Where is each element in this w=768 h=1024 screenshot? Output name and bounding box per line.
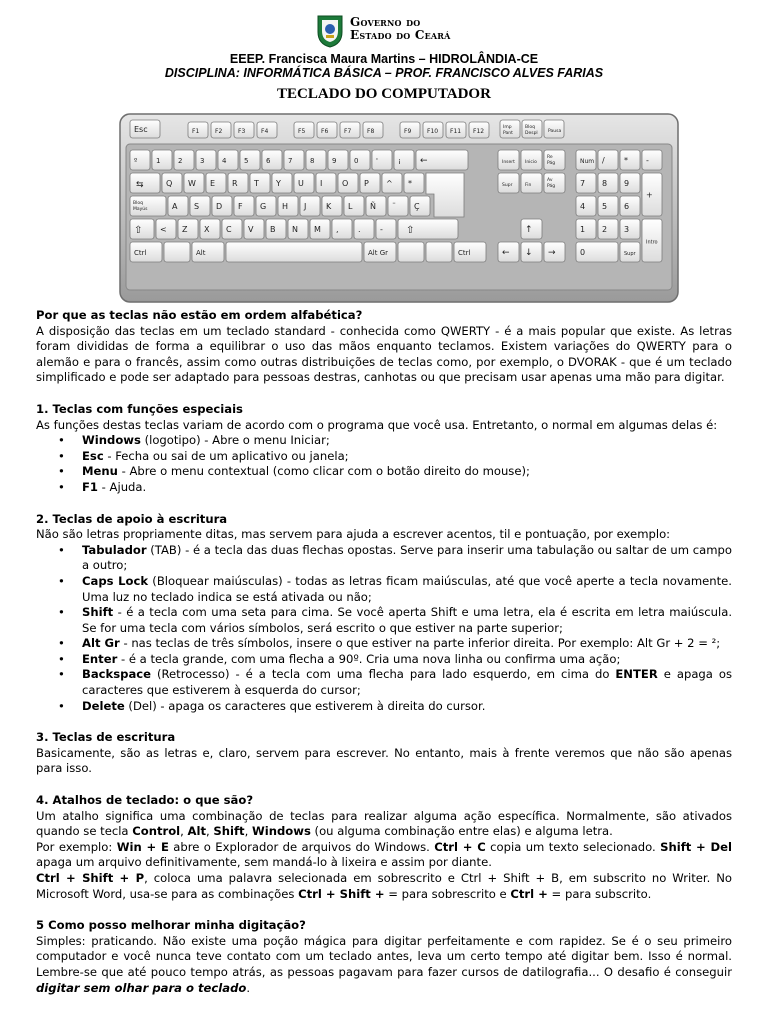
svg-text:F2: F2 (215, 128, 223, 135)
svg-text:<: < (160, 225, 167, 234)
svg-text:E: E (210, 179, 216, 188)
key-sys-0 (500, 120, 520, 138)
section-heading: 5 Como posso melhorar minha digitação? (36, 918, 306, 933)
svg-text:0: 0 (580, 248, 586, 257)
key-row4-3 (222, 219, 242, 239)
section-gap (36, 496, 732, 512)
key-num-3 (620, 219, 640, 239)
svg-text:1: 1 (580, 225, 586, 234)
section-heading: 4. Atalhos de teclado: o que são? (36, 793, 254, 808)
svg-text:-: - (646, 156, 649, 165)
svg-text:7: 7 (580, 179, 586, 188)
key-row3-9 (366, 196, 386, 216)
key-f4 (257, 122, 277, 138)
key-row1-6 (262, 150, 282, 170)
svg-text:Fin: Fin (525, 183, 532, 188)
key-row3-6 (300, 196, 320, 216)
svg-text:¨: ¨ (392, 202, 396, 211)
bullet-list (36, 543, 732, 715)
svg-text:X: X (204, 225, 210, 234)
key-row4-10 (376, 219, 396, 239)
keyboard-illustration (118, 112, 680, 304)
svg-text:N: N (292, 225, 298, 234)
svg-text:5: 5 (244, 157, 249, 165)
svg-text:/: / (602, 156, 605, 165)
key-backspace (416, 150, 468, 170)
svg-text:F12: F12 (473, 128, 485, 135)
svg-text:⇧: ⇧ (134, 225, 143, 236)
key-win-left (164, 242, 190, 262)
key-arrow-right (544, 242, 565, 262)
key-row1-1 (152, 150, 172, 170)
section-heading: 2. Teclas de apoio à escritura (36, 511, 228, 526)
key-nav-5 (544, 173, 565, 193)
key-nav-1 (521, 150, 542, 170)
svg-text:F5: F5 (298, 128, 306, 135)
svg-text:T: T (254, 179, 259, 188)
svg-text:2: 2 (602, 225, 608, 234)
svg-text:P: P (364, 179, 369, 188)
key-row1-4 (218, 150, 238, 170)
key-num-1 (576, 219, 596, 239)
svg-text:3: 3 (200, 157, 205, 165)
key-num-7 (576, 173, 596, 193)
key-row3-11 (410, 196, 430, 216)
key-num-del (620, 242, 640, 262)
key-row4-1 (178, 219, 198, 239)
svg-text:9: 9 (624, 179, 630, 188)
key-f6 (317, 122, 337, 138)
key-row2-7 (316, 173, 336, 193)
logo-line-2: Estado do Ceará (350, 28, 451, 42)
page-title: TECLADO DO COMPUTADOR (277, 86, 491, 102)
svg-text:0: 0 (354, 157, 359, 165)
key-numlock (576, 150, 596, 170)
key-ctrl-right (454, 242, 486, 262)
svg-text:→: → (548, 248, 556, 258)
svg-text:5: 5 (602, 202, 608, 211)
svg-text:Alt Gr: Alt Gr (368, 249, 389, 257)
svg-text:Pant: Pant (503, 131, 513, 136)
key-f7 (340, 122, 360, 138)
key-row2-1 (184, 173, 204, 193)
key-num-div (598, 150, 618, 170)
svg-text:Inicio: Inicio (525, 160, 537, 165)
svg-text:Y: Y (276, 179, 281, 188)
key-f12 (469, 122, 489, 138)
key-row3-3 (234, 196, 254, 216)
key-row1-5 (240, 150, 260, 170)
svg-text:L: L (348, 202, 353, 211)
svg-text:F7: F7 (344, 128, 352, 135)
discipline-line: DISCIPLINA: INFORMÁTICA BÁSICA – PROF. FRANCISCO ALVES FARIAS (164, 66, 604, 80)
key-f10 (423, 122, 443, 138)
svg-text:*: * (408, 179, 412, 188)
paragraph: Ctrl + Shift + P, coloca uma palavra selecionada em sobrescrito e Ctrl + Shift + B, em subscrito no Writer. No Microsoft Word, usa-se para as combinações Ctrl + Shift + = para sobrescrito e Ctrl + = para subscrito. (36, 871, 733, 901)
list-item: • Esc - Fecha ou sai de um aplicativo ou janela; (82, 449, 732, 465)
key-num-6 (620, 196, 640, 216)
svg-text:Intro: Intro (646, 239, 658, 246)
list-item: • F1 - Ajuda. (82, 480, 732, 496)
svg-text:←: ← (420, 156, 428, 166)
key-row2-6 (294, 173, 314, 193)
key-f3 (234, 122, 254, 138)
svg-text:Imp: Imp (503, 125, 512, 130)
key-row3-10 (388, 196, 408, 216)
government-logo (316, 14, 456, 48)
key-row2-9 (360, 173, 380, 193)
svg-text:U: U (298, 179, 304, 188)
key-num-9 (620, 173, 640, 193)
svg-text:º: º (134, 157, 138, 165)
key-altgr (364, 242, 396, 262)
svg-text:Despl: Despl (525, 131, 538, 136)
key-row1-3 (196, 150, 216, 170)
svg-text:Av: Av (547, 178, 553, 183)
key-tab (130, 173, 160, 193)
svg-text:C: C (226, 225, 232, 234)
svg-text:B: B (270, 225, 276, 234)
svg-text:M: M (314, 225, 321, 234)
section-heading: 3. Teclas de escritura (36, 730, 176, 745)
key-nav-2 (544, 150, 565, 170)
svg-text:6: 6 (266, 157, 271, 165)
key-win-right (398, 242, 424, 262)
section-heading: 1. Teclas com funções especiais (36, 401, 243, 416)
section-gap (36, 386, 732, 402)
key-sys-1 (522, 120, 542, 138)
key-row3-1 (190, 196, 210, 216)
svg-text:R: R (232, 179, 238, 188)
key-f11 (446, 122, 466, 138)
section-gap (36, 902, 732, 918)
svg-text:W: W (188, 179, 196, 188)
svg-text:2: 2 (178, 157, 183, 165)
svg-text:+: + (646, 190, 653, 200)
key-row4-8 (332, 219, 352, 239)
key-row1-0 (130, 150, 150, 170)
key-alt (192, 242, 224, 262)
svg-text:⇆: ⇆ (136, 180, 144, 190)
svg-text:↓: ↓ (525, 248, 533, 258)
svg-text:Esc: Esc (134, 125, 148, 134)
key-num-sub (642, 150, 662, 170)
list-item: • Enter - é a tecla grande, com uma flecha a 90º. Cria uma nova linha ou confirma uma ação; (82, 652, 732, 668)
key-row2-0 (162, 173, 182, 193)
key-row4-4 (244, 219, 264, 239)
svg-text:D: D (216, 202, 223, 211)
key-row1-8 (306, 150, 326, 170)
paragraph: Um atalho significa uma combinação de teclas para realizar alguma ação específica. Normalmente, são ativados quando se tecla Control, Alt, Shift, Windows (ou alguma combinação entre elas) e alguma letra. (36, 808, 732, 839)
svg-text:Supr: Supr (624, 251, 636, 257)
paragraph: A disposição das teclas em um teclado standard - conhecida como QWERTY - é a mais popular que existe. As letras foram divididas de forma a equilibrar o uso das mãos enquanto teclamos. Existem variações do QWERTY para o alemão e para o francês, assim como outras distribuições de teclas como, por exemplo, o DVORAK - que é um teclado simplificado e pode ser adaptado para pessoas destras, canhotas ou que precisam usar apenas uma mão para digitar. (36, 323, 732, 385)
paragraph: As funções destas teclas variam de acordo com o programa que você usa. Entretanto, o normal em algumas delas é: (36, 417, 718, 432)
key-row1-10 (350, 150, 370, 170)
svg-text:*: * (624, 156, 628, 165)
key-row4-5 (266, 219, 286, 239)
key-row2-3 (228, 173, 248, 193)
svg-text:F11: F11 (450, 128, 462, 135)
key-row2-11 (404, 173, 424, 193)
svg-text:⇧: ⇧ (406, 225, 415, 236)
key-num-add (642, 173, 662, 216)
key-f1 (188, 122, 208, 138)
svg-text:Ñ: Ñ (370, 202, 376, 211)
svg-text:Re: Re (547, 155, 553, 160)
svg-text:↑: ↑ (525, 225, 533, 235)
key-row3-5 (278, 196, 298, 216)
svg-text:^: ^ (386, 179, 393, 188)
svg-text:.: . (358, 225, 361, 234)
section-gap (36, 777, 732, 793)
school-name: EEEP. Francisca Maura Martins – HIDROLÂNDIA-CE (229, 52, 539, 66)
key-row4-0 (156, 219, 176, 239)
key-row2-2 (206, 173, 226, 193)
list-item: • Alt Gr - nas teclas de três símbolos, insere o que estiver na parte inferior direita. Por exemplo: Alt Gr + 2 = ²; (82, 636, 732, 652)
key-num-0 (576, 242, 618, 262)
key-f2 (211, 122, 231, 138)
key-arrow-up (521, 219, 542, 239)
svg-text:Pág: Pág (547, 184, 556, 189)
svg-text:Bloq: Bloq (133, 201, 143, 206)
svg-text:9: 9 (332, 157, 337, 165)
key-nav-0 (498, 150, 519, 170)
key-row2-10 (382, 173, 402, 193)
list-item: • Tabulador (TAB) - é a tecla das duas flechas opostas. Serve para inserir uma tabulação ou saltar de um campo a outro; (82, 543, 732, 574)
key-row1-9 (328, 150, 348, 170)
svg-text:8: 8 (310, 157, 315, 165)
svg-text:': ' (376, 157, 378, 165)
key-row3-8 (344, 196, 364, 216)
key-num-5 (598, 196, 618, 216)
svg-text:Mayús: Mayús (133, 207, 148, 212)
svg-text:J: J (304, 202, 307, 211)
svg-text:4: 4 (580, 202, 586, 211)
svg-text:Pausa: Pausa (548, 129, 562, 134)
document-body (36, 308, 732, 996)
svg-text:F8: F8 (367, 128, 375, 135)
key-f8 (363, 122, 383, 138)
key-row4-6 (288, 219, 308, 239)
svg-text:←: ← (502, 248, 510, 258)
key-row1-7 (284, 150, 304, 170)
section-heading: Por que as teclas não estão em ordem alfabética? (36, 308, 363, 322)
key-num-2 (598, 219, 618, 239)
svg-text:Ç: Ç (414, 202, 420, 211)
svg-text:Alt: Alt (196, 249, 206, 257)
key-space (226, 242, 362, 262)
seal-icon (316, 14, 344, 48)
paragraph: Basicamente, são as letras e, claro, servem para escrever. No entanto, mais à frente veremos que não são apenas para isso. (36, 745, 732, 776)
logo-line-1: Governo do (350, 15, 421, 29)
key-ctrl-left (130, 242, 162, 262)
key-row2-4 (250, 173, 270, 193)
key-sys-2 (544, 120, 564, 138)
svg-text:K: K (326, 202, 332, 211)
key-row4-9 (354, 219, 374, 239)
key-menu (426, 242, 452, 262)
svg-text:F4: F4 (261, 128, 269, 135)
svg-text:F9: F9 (404, 128, 412, 135)
list-item: • Caps Lock (Bloquear maiúsculas) - todas as letras ficam maiúsculas, até que você aperte a tecla novamente. Uma luz no teclado indica se está ativada ou não; (82, 574, 732, 605)
list-item: • Menu - Abre o menu contextual (como clicar com o botão direito do mouse); (82, 464, 732, 480)
key-nav-3 (498, 173, 519, 193)
key-row1-11 (372, 150, 392, 170)
svg-text:Ctrl: Ctrl (458, 249, 471, 257)
key-arrow-left (498, 242, 519, 262)
key-row1-2 (174, 150, 194, 170)
key-row3-0 (168, 196, 188, 216)
list-item: • Delete (Del) - apaga os caracteres que estiverem à direita do cursor. (82, 699, 732, 715)
svg-text:S: S (194, 202, 200, 211)
key-esc (130, 120, 160, 138)
key-f9 (400, 122, 420, 138)
svg-text:V: V (248, 225, 254, 234)
svg-text:Z: Z (182, 225, 188, 234)
svg-text:1: 1 (156, 157, 161, 165)
paragraph: Por exemplo: Win + E abre o Explorador de arquivos do Windows. Ctrl + C copia um texto selecionado. Shift + Del apaga um arquivo definitivamente, sem mandá-lo à lixeira e assim por diante. (36, 839, 732, 870)
paragraph: Não são letras propriamente ditas, mas servem para ajuda a escrever acentos, til e pontuação, por exemplo: (36, 527, 671, 542)
key-num-enter (642, 219, 662, 262)
svg-text:G: G (260, 202, 267, 211)
svg-text:F6: F6 (321, 128, 329, 135)
svg-text:Insert: Insert (502, 160, 515, 165)
svg-text:I: I (320, 179, 323, 188)
key-row1-12 (394, 150, 414, 170)
key-f5 (294, 122, 314, 138)
svg-text:8: 8 (602, 179, 608, 188)
key-row2-5 (272, 173, 292, 193)
svg-text:,: , (336, 225, 339, 234)
list-item: • Shift - é a tecla com uma seta para cima. Se você aperta Shift e uma letra, ela é escrita em letra maiúscula. Se for uma tecla com vários símbolos, será escrito o que estiver na parte superior; (82, 605, 732, 636)
svg-text:4: 4 (222, 157, 227, 165)
svg-text:Ctrl: Ctrl (134, 249, 147, 257)
list-item: • Backspace (Retrocesso) - é a tecla com uma flecha para lado esquerdo, em cima do ENTER e apaga os caracteres que estiverem à esquerda do cursor; (82, 667, 732, 698)
svg-text:7: 7 (288, 157, 293, 165)
key-num-mul (620, 150, 640, 170)
key-row3-4 (256, 196, 276, 216)
key-num-8 (598, 173, 618, 193)
key-arrow-down (521, 242, 542, 262)
svg-text:3: 3 (624, 225, 630, 234)
key-row4-2 (200, 219, 220, 239)
svg-text:¡: ¡ (398, 157, 401, 165)
svg-text:Supr: Supr (502, 183, 513, 188)
svg-text:O: O (342, 179, 349, 188)
svg-text:Bloq: Bloq (525, 125, 535, 130)
key-nav-4 (521, 173, 542, 193)
bullet-list (36, 433, 732, 495)
svg-text:F10: F10 (427, 128, 439, 135)
list-item: • Windows (logotipo) - Abre o menu Iniciar; (82, 433, 732, 449)
svg-text:H: H (282, 202, 289, 211)
svg-text:A: A (172, 202, 178, 211)
svg-text:F1: F1 (192, 128, 200, 135)
key-capslock (130, 196, 166, 216)
svg-text:F3: F3 (238, 128, 246, 135)
paragraph: Simples: praticando. Não existe uma poção mágica para digitar perfeitamente e com rapidez. Se é o seu primeiro computador e você nunca teve contato com um teclado antes, leva um certo tempo até digitar bem. Isso é normal. Lembre-se que até pouco tempo atrás, as pessoas pagavam para fazer cursos de datilografia... O desafio é conseguir digitar sem olhar para o teclado. (36, 933, 732, 995)
svg-text:F: F (238, 202, 243, 211)
key-num-4 (576, 196, 596, 216)
svg-text:Pág: Pág (547, 161, 556, 166)
key-row4-7 (310, 219, 330, 239)
svg-text:Num: Num (580, 158, 595, 165)
key-row2-8 (338, 173, 358, 193)
key-row3-2 (212, 196, 232, 216)
svg-text:-: - (380, 225, 383, 234)
svg-text:6: 6 (624, 202, 630, 211)
section-gap (36, 714, 732, 730)
key-row3-7 (322, 196, 342, 216)
svg-text:Q: Q (166, 179, 173, 188)
